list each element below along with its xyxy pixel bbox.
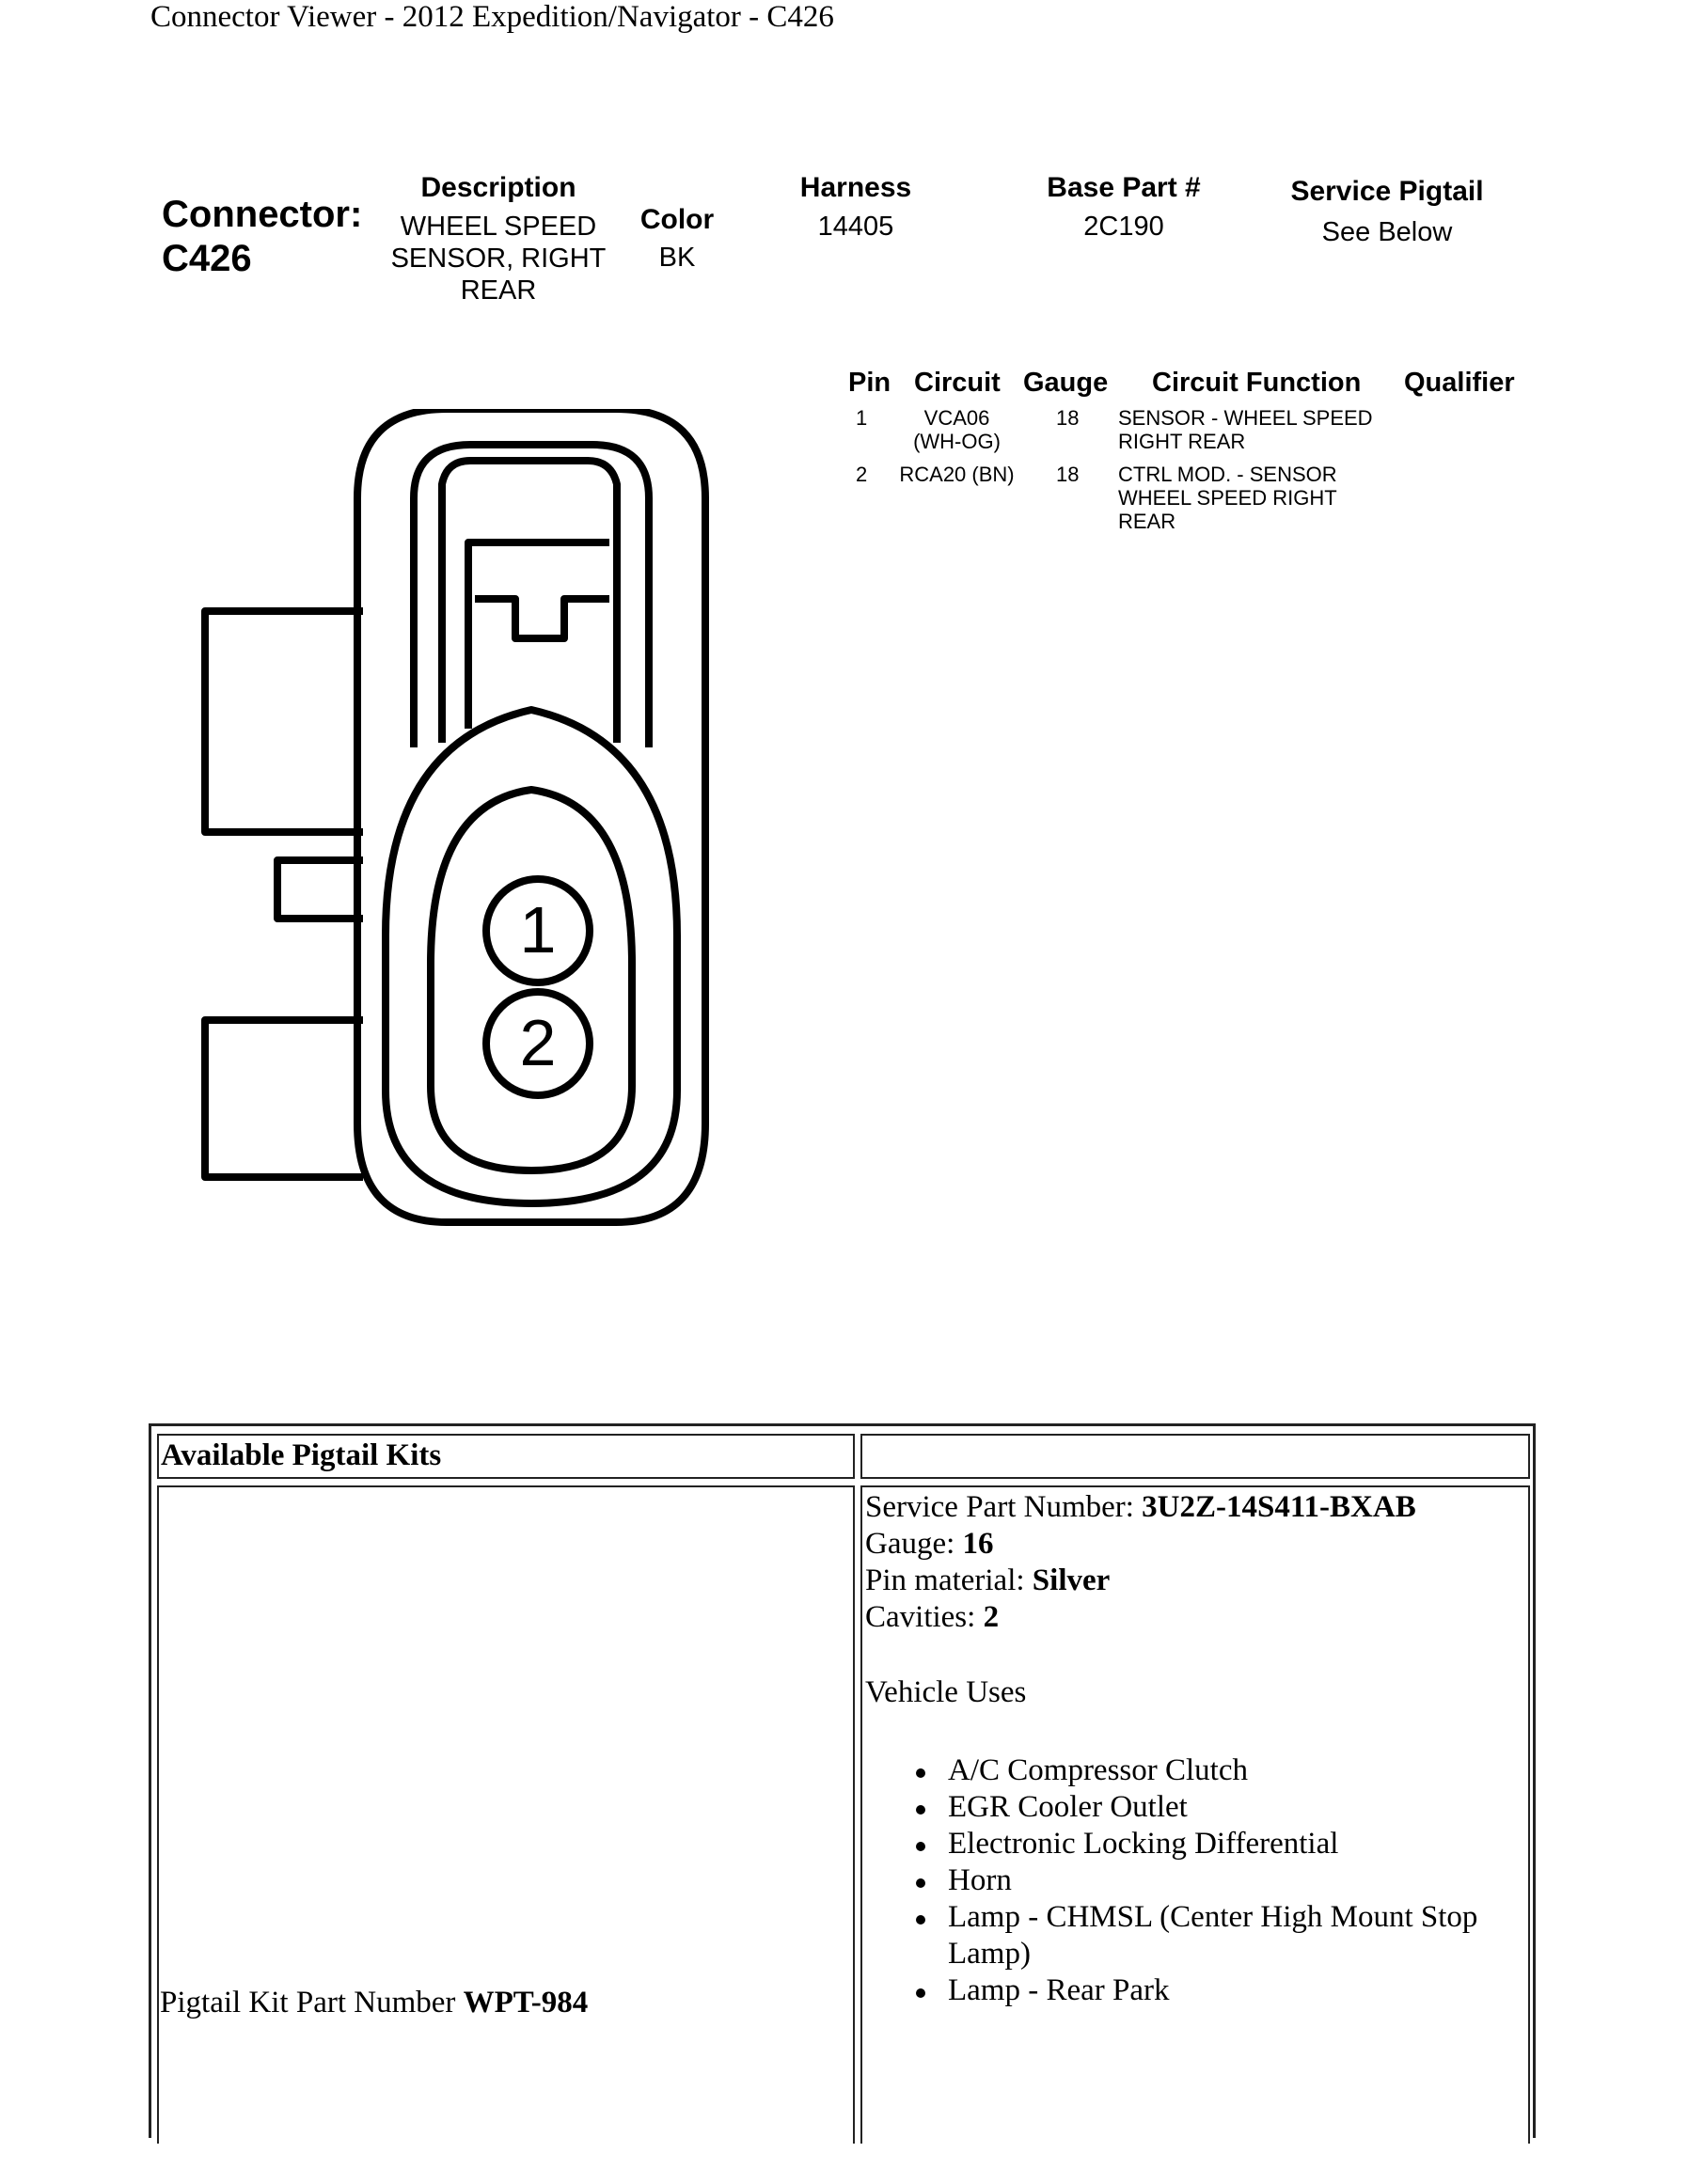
- pin-number: 1: [856, 406, 868, 430]
- cavity-label-2: 2: [519, 1006, 557, 1079]
- side-latch-top: [205, 611, 363, 832]
- vehicle-uses-list: [903, 1752, 1523, 2009]
- function-line: SENSOR - WHEEL SPEED: [1118, 406, 1373, 430]
- vehicle-use-item: EGR Cooler Outlet: [903, 1789, 1523, 1826]
- base-part-value: 2C190: [1083, 212, 1164, 242]
- pigtail-gauge-value: 16: [962, 1527, 994, 1561]
- function-line: WHEEL SPEED RIGHT: [1118, 486, 1337, 510]
- pin-gauge: 18: [1056, 463, 1080, 486]
- circuit-line: VCA06: [923, 406, 990, 430]
- base-part-header: Base Part #: [1047, 172, 1201, 203]
- pin-circuit: [893, 406, 1020, 453]
- side-latch-bottom: [205, 1020, 363, 1177]
- pigtail-gauge: [865, 1526, 994, 1563]
- vehicle-use-item: Lamp - CHMSL (Center High Mount Stop Lamp): [903, 1899, 1523, 1972]
- connector-label: Connector:: [162, 194, 363, 235]
- pin-circuit: [893, 463, 1020, 486]
- pin-header: Pin: [848, 368, 891, 398]
- connector-face-diagram: [188, 409, 809, 1246]
- vehicle-use-item: Electronic Locking Differential: [903, 1826, 1523, 1862]
- vehicle-uses-title: Vehicle Uses: [865, 1675, 1027, 1709]
- color-value: BK: [658, 243, 696, 273]
- lock-tab-notch: [475, 599, 609, 638]
- description-value: [376, 211, 621, 306]
- circuit-function-header: Circuit Function: [1152, 368, 1362, 398]
- circuit-line: (WH-OG): [913, 430, 1001, 453]
- color-header: Color: [639, 204, 715, 235]
- description-line: WHEEL SPEED: [400, 212, 597, 242]
- pin-material: [865, 1563, 1110, 1599]
- function-line: REAR: [1118, 510, 1176, 533]
- harness-value: 14405: [817, 212, 894, 242]
- description-line: REAR: [460, 275, 537, 306]
- vehicle-use-item: Lamp - Rear Park: [903, 1972, 1523, 2009]
- gauge-header: Gauge: [1023, 368, 1109, 398]
- pin-material-label: Pin material:: [865, 1563, 1033, 1597]
- cavities-label: Cavities:: [865, 1600, 984, 1634]
- connector-id: C426: [162, 238, 252, 279]
- pin-material-value: Silver: [1032, 1563, 1111, 1597]
- page-title: Connector Viewer - 2012 Expedition/Navigator - C426: [150, 0, 834, 34]
- description-header: Description: [420, 172, 576, 203]
- pigtail-kit-value: WPT-984: [463, 1986, 589, 2019]
- service-pigtail-value: See Below: [1321, 217, 1453, 247]
- cavities-value: 2: [983, 1600, 1000, 1634]
- pigtail-kit-cell: [157, 1485, 855, 2144]
- harness-header: Harness: [799, 172, 912, 203]
- pigtail-header: Available Pigtail Kits: [161, 1438, 442, 1472]
- function-line: RIGHT REAR: [1118, 430, 1246, 453]
- function-line: CTRL MOD. - SENSOR: [1118, 463, 1337, 486]
- service-part-label: Service Part Number:: [865, 1490, 1143, 1524]
- vehicle-use-item: Horn: [903, 1862, 1523, 1899]
- pin-function: [1118, 406, 1373, 453]
- circuit-line: RCA20 (BN): [899, 463, 1015, 486]
- service-part-value: 3U2Z-14S411-BXAB: [1142, 1490, 1416, 1524]
- pigtail-gauge-label: Gauge:: [865, 1527, 963, 1561]
- qualifier-header: Qualifier: [1404, 368, 1515, 398]
- description-line: SENSOR, RIGHT: [390, 244, 607, 274]
- cavity-label-1: 1: [519, 893, 557, 966]
- pin-function: [1118, 463, 1337, 533]
- pin-number: 2: [856, 463, 868, 486]
- pin-gauge: 18: [1056, 406, 1080, 430]
- service-part-number: [865, 1489, 1416, 1526]
- pigtail-kit-number: [160, 1986, 588, 2020]
- cavities: [865, 1599, 999, 1636]
- pigtail-kit-label: Pigtail Kit Part Number: [160, 1986, 464, 2019]
- vehicle-use-item: A/C Compressor Clutch: [903, 1752, 1523, 1789]
- side-latch-tab: [277, 860, 363, 919]
- service-pigtail-header: Service Pigtail: [1290, 176, 1484, 207]
- pigtail-header-cell-right: [860, 1434, 1530, 1479]
- circuit-header: Circuit: [914, 368, 1001, 398]
- housing-outer: [357, 409, 705, 1222]
